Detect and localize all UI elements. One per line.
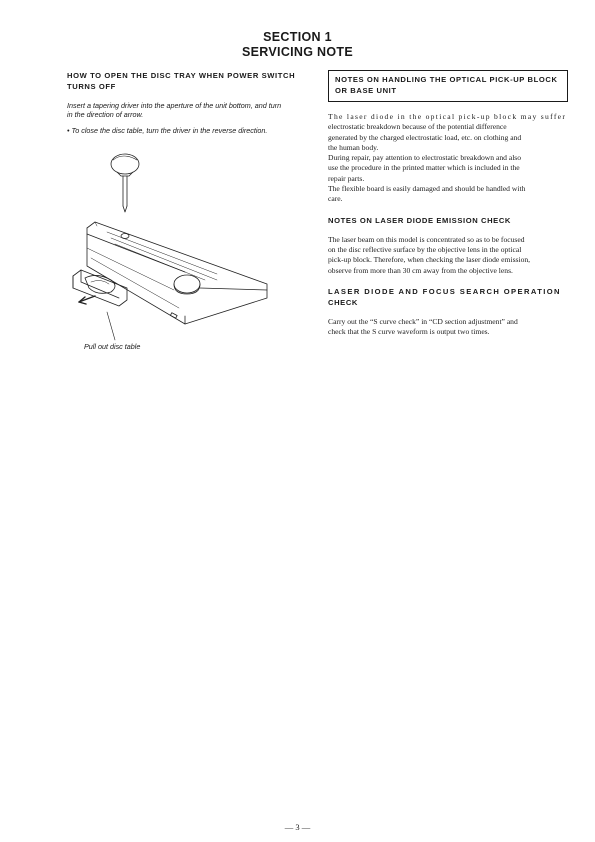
handling-line: During repair, pay attention to electrostatic breakdown and also [328, 153, 522, 163]
handling-paragraph [328, 112, 568, 205]
handling-heading-line-1: NOTES ON HANDLING THE OPTICAL PICK-UP BLOCK [335, 75, 558, 84]
handling-line: care. [328, 194, 343, 204]
focus-line: Carry out the “S curve check” in “CD section adjustment” and [328, 316, 518, 326]
emission-line: The laser beam on this model is concentrated so as to be focused [328, 234, 525, 244]
emission-check-heading: NOTES ON LASER DIODE EMISSION CHECK [328, 215, 512, 225]
right-column [328, 70, 568, 337]
emission-line: pick-up block. Therefore, when checking the laser diode emission, [328, 255, 531, 265]
figure-caption: Pull out disc table [84, 342, 141, 351]
screwdriver-icon [111, 154, 139, 212]
handling-line: electrostatic breakdown because of the potential difference [328, 122, 507, 132]
instruction-line-2: in the direction of arrow. [67, 110, 144, 119]
close-disc-table-note: • To close the disc table, turn the driver in the reverse direction. [67, 126, 268, 135]
instruction-line-1: Insert a tapering driver into the aperture of the unit bottom, and turn [67, 101, 282, 110]
handling-line: generated by the charged electrostatic load, etc. on clothing and [328, 132, 522, 142]
section-number: SECTION 1 [263, 30, 332, 44]
handling-line: use the procedure in the printed matter which is included in the [328, 163, 520, 173]
disc-tray-heading-line-2: TURNS OFF [67, 82, 116, 91]
handling-heading-line-2: OR BASE UNIT [335, 86, 397, 95]
left-column [67, 70, 307, 135]
emission-paragraph [328, 235, 568, 276]
disc-tray-heading-line-1: HOW TO OPEN THE DISC TRAY WHEN POWER SWITCH [67, 71, 296, 80]
section-name: SERVICING NOTE [242, 45, 353, 59]
emission-line: on the disc reflective surface by the objective lens in the optical [328, 244, 522, 254]
handling-line: The laser diode in the optical pick-up block may suffer [328, 112, 567, 121]
handling-line: the human body. [328, 142, 379, 152]
focus-search-heading-line-1: LASER DIODE AND FOCUS SEARCH OPERATION [328, 286, 561, 296]
handling-notes-box [328, 70, 568, 102]
focus-search-heading-line-2: CHECK [328, 297, 359, 307]
handling-line: repair parts. [328, 173, 365, 183]
page-number: — 3 — [284, 822, 311, 832]
pull-arrow-icon [79, 296, 95, 304]
emission-line: observe from more than 30 cm away from the objective lens. [328, 265, 513, 275]
section-title [0, 30, 595, 60]
handling-line: The flexible board is easily damaged and should be handled with [328, 184, 526, 194]
focus-line: check that the S curve waveform is output two times. [328, 327, 490, 337]
focus-search-paragraph [328, 317, 568, 338]
disc-tray-illustration [67, 148, 287, 358]
